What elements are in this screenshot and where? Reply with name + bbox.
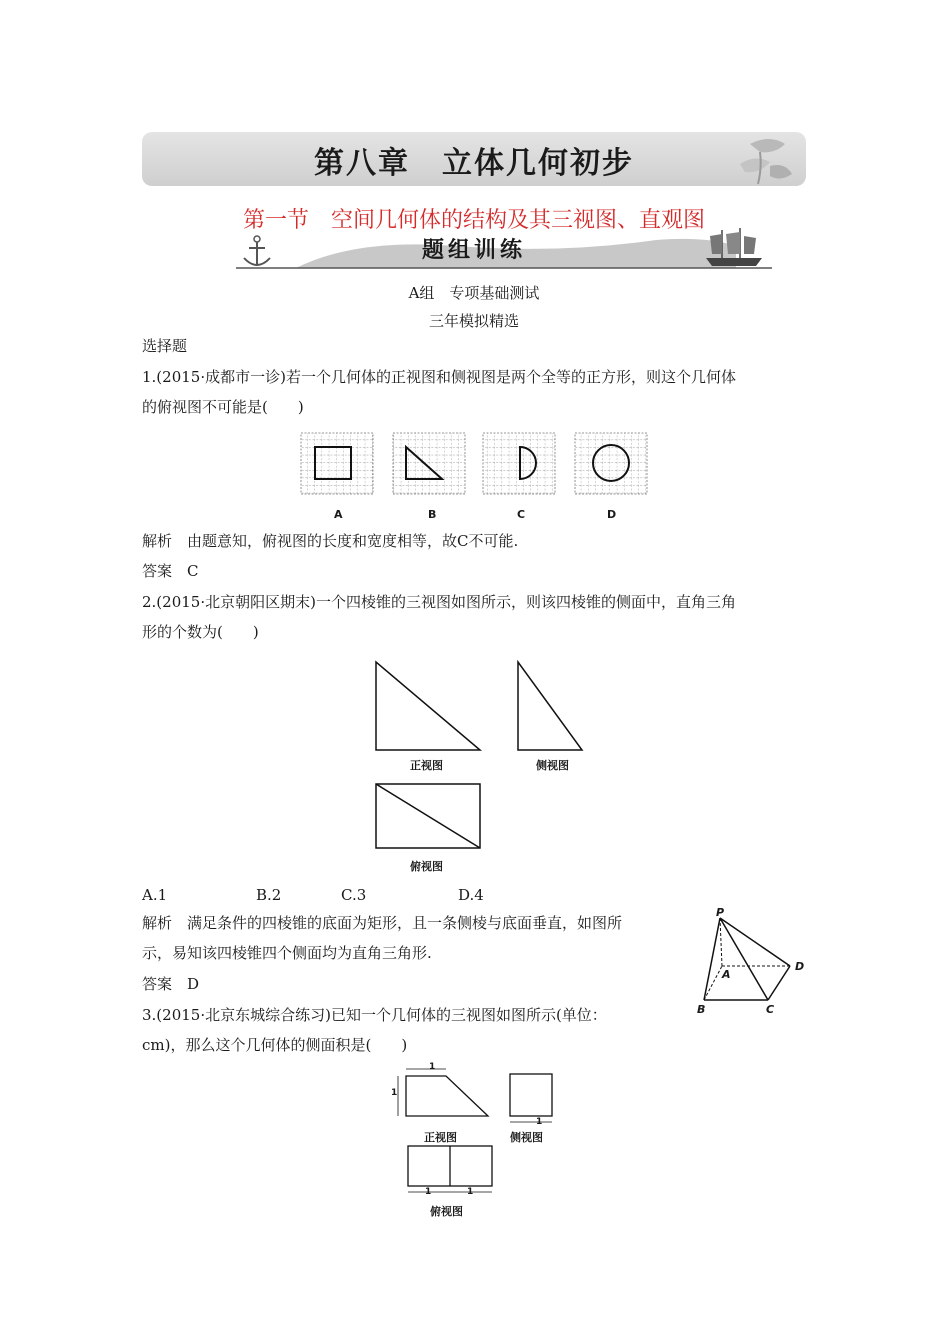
question-2-line1: 2.(2015·北京朝阳区期末)一个四棱锥的三视图如图所示，则该四棱锥的侧面中，直角三角 [142,593,736,611]
q3-front-view-label: 正视图 [424,1131,457,1144]
q3-side-view-label: 侧视图 [510,1131,543,1144]
option-a-label: A [334,508,343,521]
option-b-figure [393,433,465,494]
question-3-line2: cm)，那么这个几何体的侧面积是( ) [142,1036,408,1054]
front-view-triangle [376,662,480,750]
question-1-analysis: 解析 由题意知，俯视图的长度和宽度相等，故C不可能. [142,532,519,550]
side-view-square [510,1074,552,1116]
question-2-option-d: D.4 [458,886,484,904]
q3-dimension-top: 1 [429,1062,436,1072]
option-b-label: B [428,508,437,521]
question-1-line1: 1.(2015·成都市一诊)若一个几何体的正视图和侧视图是两个全等的正方形，则这个几何体 [142,368,736,386]
pyramid-label-c: C [766,1003,775,1016]
option-c-label: C [517,508,526,521]
option-c-figure [483,433,555,494]
training-label: 题组训练 [421,238,526,263]
question-2-answer: 答案 D [142,975,200,993]
side-view-triangle [518,662,582,750]
q3-dimension-left: 1 [391,1088,398,1098]
question-1-answer: 答案 C [142,562,199,580]
q3-dimension-bottom-left: 1 [425,1187,432,1197]
option-a-figure [301,433,373,494]
question-2-analysis-line2: 示，易知该四棱锥四个侧面均为直角三角形. [142,944,432,962]
q2-side-view-label: 侧视图 [536,759,569,772]
pyramid-label-b: B [697,1003,706,1016]
question-2-analysis-line1: 解析 满足条件的四棱锥的底面为矩形，且一条侧棱与底面垂直，如图所 [142,914,623,932]
option-d-figure [575,433,647,494]
q2-top-view-label: 俯视图 [410,860,443,873]
q3-dimension-side: 1 [536,1117,543,1127]
question-2-option-c: C.3 [341,886,367,904]
question-2-option-b: B.2 [256,886,282,904]
section-type: 选择题 [142,337,188,355]
question-3-line1: 3.(2015·北京东城综合练习)已知一个几何体的三视图如图所示(单位： [142,1006,607,1024]
chapter-title: 第八章 立体几何初步 [314,146,634,181]
option-d-label: D [607,508,617,521]
group-title: A组 专项基础测试 [408,284,540,302]
group-subtitle: 三年模拟精选 [428,312,519,330]
q3-dimension-bottom-right: 1 [467,1187,474,1197]
section-title: 第一节 空间几何体的结构及其三视图、直观图 [242,208,705,233]
question-2-three-views [370,660,590,850]
q3-top-view-label: 俯视图 [430,1205,463,1218]
question-1-option-figures [300,432,656,496]
question-2-line2: 形的个数为( ) [142,623,259,641]
pyramid-label-a: A [722,968,731,981]
question-1-line2: 的俯视图不可能是( ) [142,398,304,416]
pyramid-label-d: D [795,960,805,973]
pyramid-label-p: P [716,906,725,919]
question-2-option-a: A.1 [142,886,168,904]
top-view-diagonal [376,784,480,848]
q2-front-view-label: 正视图 [410,759,443,772]
front-view-trapezoid [406,1076,488,1116]
